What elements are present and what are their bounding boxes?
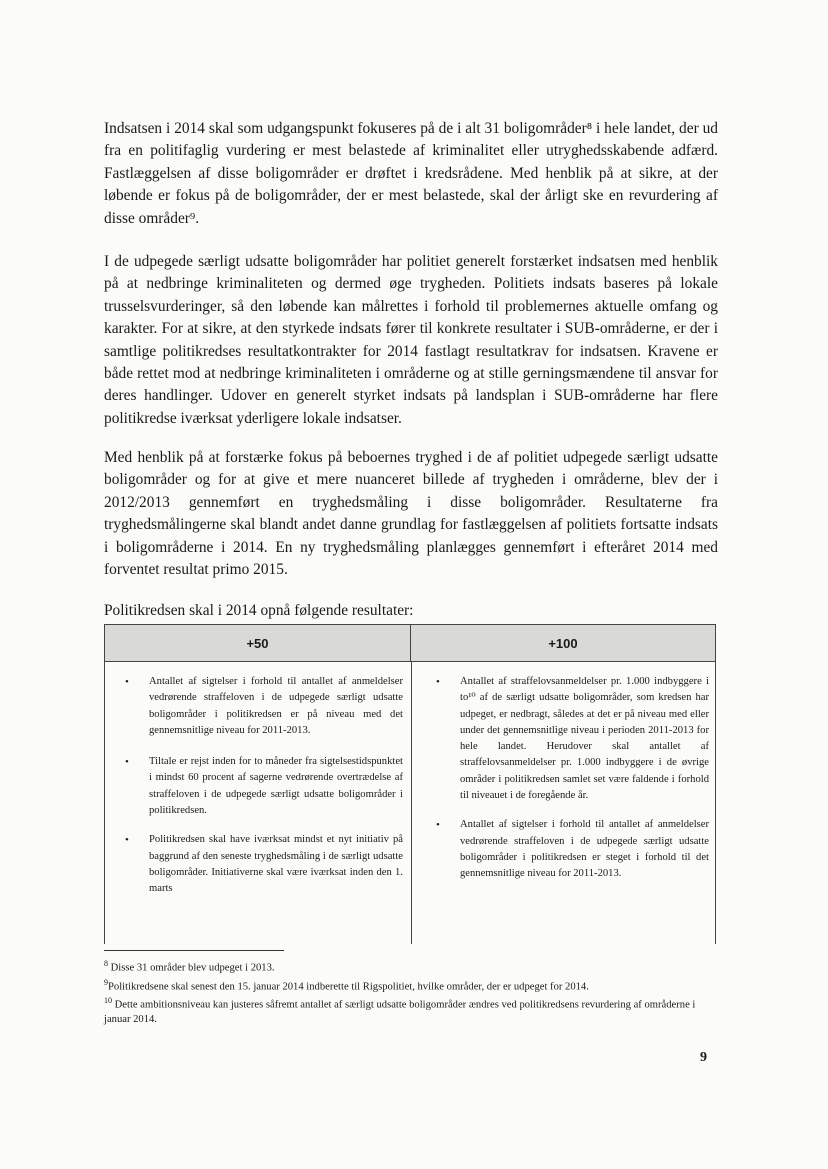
results-intro: Politikredsen skal i 2014 opnå følgende resultater: [104,602,414,619]
footnote-number: 8 [104,959,108,968]
footnote-text: Politikredsene skal senest den 15. januar 2014 indberette til Rigspolitiet, hvilke områder, der er udpeget for 2014. [108,981,589,993]
footnote-text: Dette ambitionsniveau kan justeres såfremt antallet af særligt udsatte boligområder ændres ved politikredsens revurdering af områderne i januar 2014. [104,1000,696,1026]
footnote-9 [104,976,718,995]
requirement-item [125,754,403,819]
footnote-divider [104,950,284,951]
requirement-list [105,674,411,898]
footnote-number: 10 [104,996,112,1006]
requirement-item [436,674,709,804]
column-plus50 [105,662,412,944]
requirement-text: Tiltale er rejst inden for to måneder fra sigtelsestidspunktet i mindst 60 procent af sagerne vedrørende overtrædelse af straffeloven i de udpegede særligt udsatte boligområder i politikredsen. [149,756,403,817]
requirement-item [125,832,403,897]
paragraph-2: I de udpegede særligt udsatte boligområder har politiet generelt forstærket indsatsen med henblik på at nedbringe kriminaliteten og dermed øge trygheden. Politiets indsats baseres på lokale trusselsvurderinger, så den løbende kan målrettes i forhold til problemernes aktuelle omfang og karakter. For at sikre, at den styrkede indsats fører til konkrete resultater i SUB-områderne, er der i samtlige politikredses resultatkontrakter for 2014 fastlagt resultatkrav for indsatsen. Kravene er både rettet mod at nedbringe kriminaliteten i områderne og at stille gerningsmændene til ansvar for deres handlinger. Udover en generelt styrket indsats på landsplan i SUB-områderne har flere politikredse iværksat yderligere lokale indsatser. [104,253,718,427]
footnote-8 [104,957,718,976]
requirement-text: Antallet af straffelovsanmeldelser pr. 1.000 indbyggere i to¹⁰ af de særligt udsatte boligområder, som kredsen har udpeget, er nedbragt, således at det er på niveau med eller under det gennemsnitlige niveau i perioden 2011-2013 for hele landet. Herudover skal antallet af straffelovsanmeldelser pr. 1.000 indbyggere i de øvrige områder i politikredsen samlet set være faldende i forhold til niveauet i de foregående år. [460,676,709,802]
bullet-icon: • [436,676,440,688]
requirement-item [125,674,403,739]
column-plus100 [411,662,715,944]
column-header-plus100: +100 [411,625,715,662]
bullet-icon: • [436,819,440,832]
requirement-list [411,674,715,883]
footnote-text: Disse 31 områder blev udpeget i 2013. [110,962,275,974]
page-number: 9 [700,1050,707,1065]
bullet-icon: • [125,834,129,847]
requirement-text: Politikredsen skal have iværksat mindst et nyt initiativ på baggrund af den seneste tryghedsmåling i de særligt udsatte boligområder. Initiativerne skal være iværksat inden den 1. marts [149,834,403,895]
paragraph-1: Indsatsen i 2014 skal som udgangspunkt fokuseres på de i alt 31 boligområder⁸ i hele landet, der ud fra en politifaglig vurdering er mest belastede af kriminalitet eller utryghedsskabende adfærd. Fastlæggelsen af disse boligområder er drøftet i kredsrådene. Med henblik på at sikre, at der løbende er fokus på de boligområder, der er mest belastede, skal der årligt ske en revurdering af disse områder⁹. [104,120,718,227]
bullet-icon: • [125,676,129,688]
requirement-item [436,817,709,882]
bullet-icon: • [125,756,129,769]
requirement-text: Antallet af sigtelser i forhold til antallet af anmeldelser vedrørende straffeloven i de udpegede særligt udsatte boligområder i politikredsen er steget i forhold til det gennemsnitlige niveau for 2011-2013. [460,819,709,880]
requirement-text: Antallet af sigtelser i forhold til antallet af anmeldelser vedrørende straffeloven i de udpegede særligt udsatte boligområder i politikredsen er på niveau med det gennemsnitlige niveau for 2011-2013. [149,676,403,736]
footnote-number: 9 [104,977,108,987]
column-header-plus50: +50 [105,625,411,662]
results-table [104,624,716,944]
paragraph-3: Med henblik på at forstærke fokus på beboernes tryghed i de af politiet udpegede særligt udsatte boligområder og for at give et mere nuanceret billede af trygheden i områderne, blev der i 2012/2013 gennemført en tryghedsmåling i disse boligområder. Resultaterne fra tryghedsmålingerne skal blandt andet danne grundlag for fastlæggelsen af politiets fortsatte indsats i boligområderne i 2014. En ny tryghedsmåling planlægges gennemført i efteråret 2014 med forventet resultat primo 2015. [104,449,718,579]
footnote-10 [104,994,718,1027]
footnotes [104,957,718,1027]
